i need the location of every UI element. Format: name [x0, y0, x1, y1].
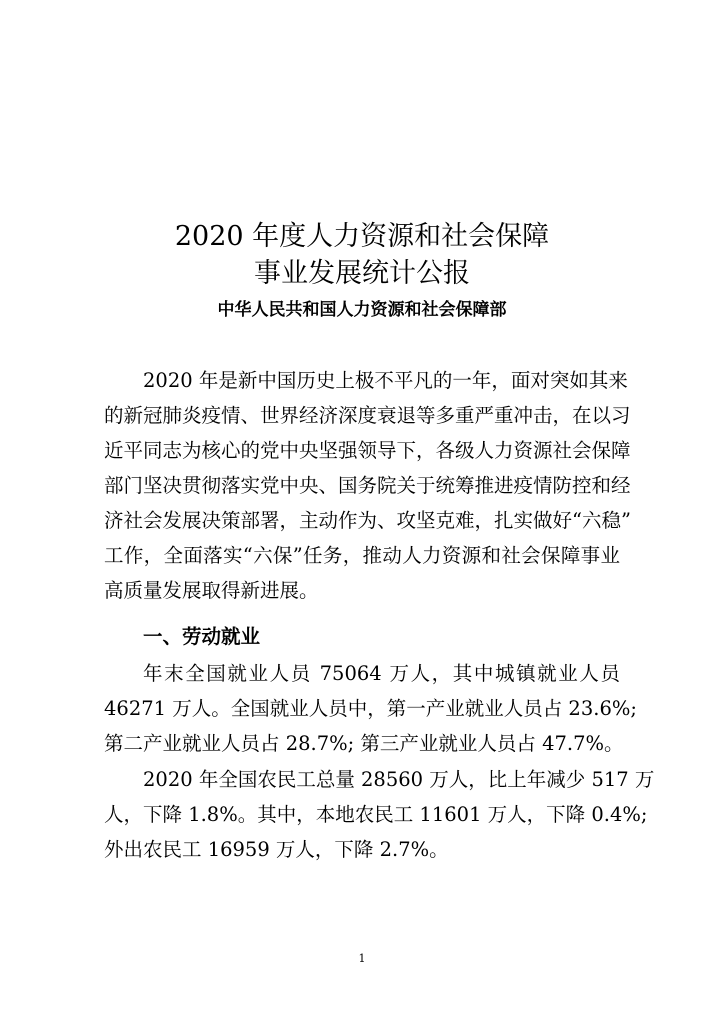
report-title-line-2: 事业发展统计公报: [254, 258, 470, 289]
migrant-workers-line: 外出农民工 16959 万人，下降 2.7%。: [104, 838, 449, 861]
employment-line: 年末全国就业人员 75064 万人，其中城镇就业人员: [143, 662, 620, 685]
intro-line: 2020 年是新中国历史上极不平凡的一年，面对突如其来: [143, 369, 628, 392]
page-number: 1: [358, 952, 366, 965]
intro-line: 济社会发展决策部署，主动作为、攻坚克难，扎实做好“六稳”: [104, 509, 631, 532]
intro-line: 部门坚决贯彻落实党中央、国务院关于统筹推进疫情防控和经: [104, 474, 631, 497]
employment-line: 第二产业就业人员占 28.7%; 第三产业就业人员占 47.7%。: [104, 732, 624, 755]
migrant-workers-line: 2020 年全国农民工总量 28560 万人，比上年减少 517 万: [143, 768, 655, 791]
issuing-organization: 中华人民共和国人力资源和社会保障部: [217, 300, 507, 320]
intro-line: 的新冠肺炎疫情、世界经济深度衰退等多重严重冲击，在以习: [104, 404, 631, 427]
report-title-line-1: 2020 年度人力资源和社会保障: [174, 221, 550, 252]
intro-line: 近平同志为核心的党中央坚强领导下，各级人力资源社会保障: [104, 439, 631, 462]
section-heading-labor-employment: 一、劳动就业: [143, 625, 261, 648]
migrant-workers-line: 人，下降 1.8%。其中，本地农民工 11601 万人，下降 0.4%;: [104, 803, 648, 826]
employment-line: 46271 万人。全国就业人员中，第一产业就业人员占 23.6%;: [104, 697, 637, 720]
intro-line: 工作，全面落实“六保”任务，推动人力资源和社会保障事业: [104, 544, 620, 567]
intro-line: 高质量发展取得新进展。: [104, 579, 319, 602]
